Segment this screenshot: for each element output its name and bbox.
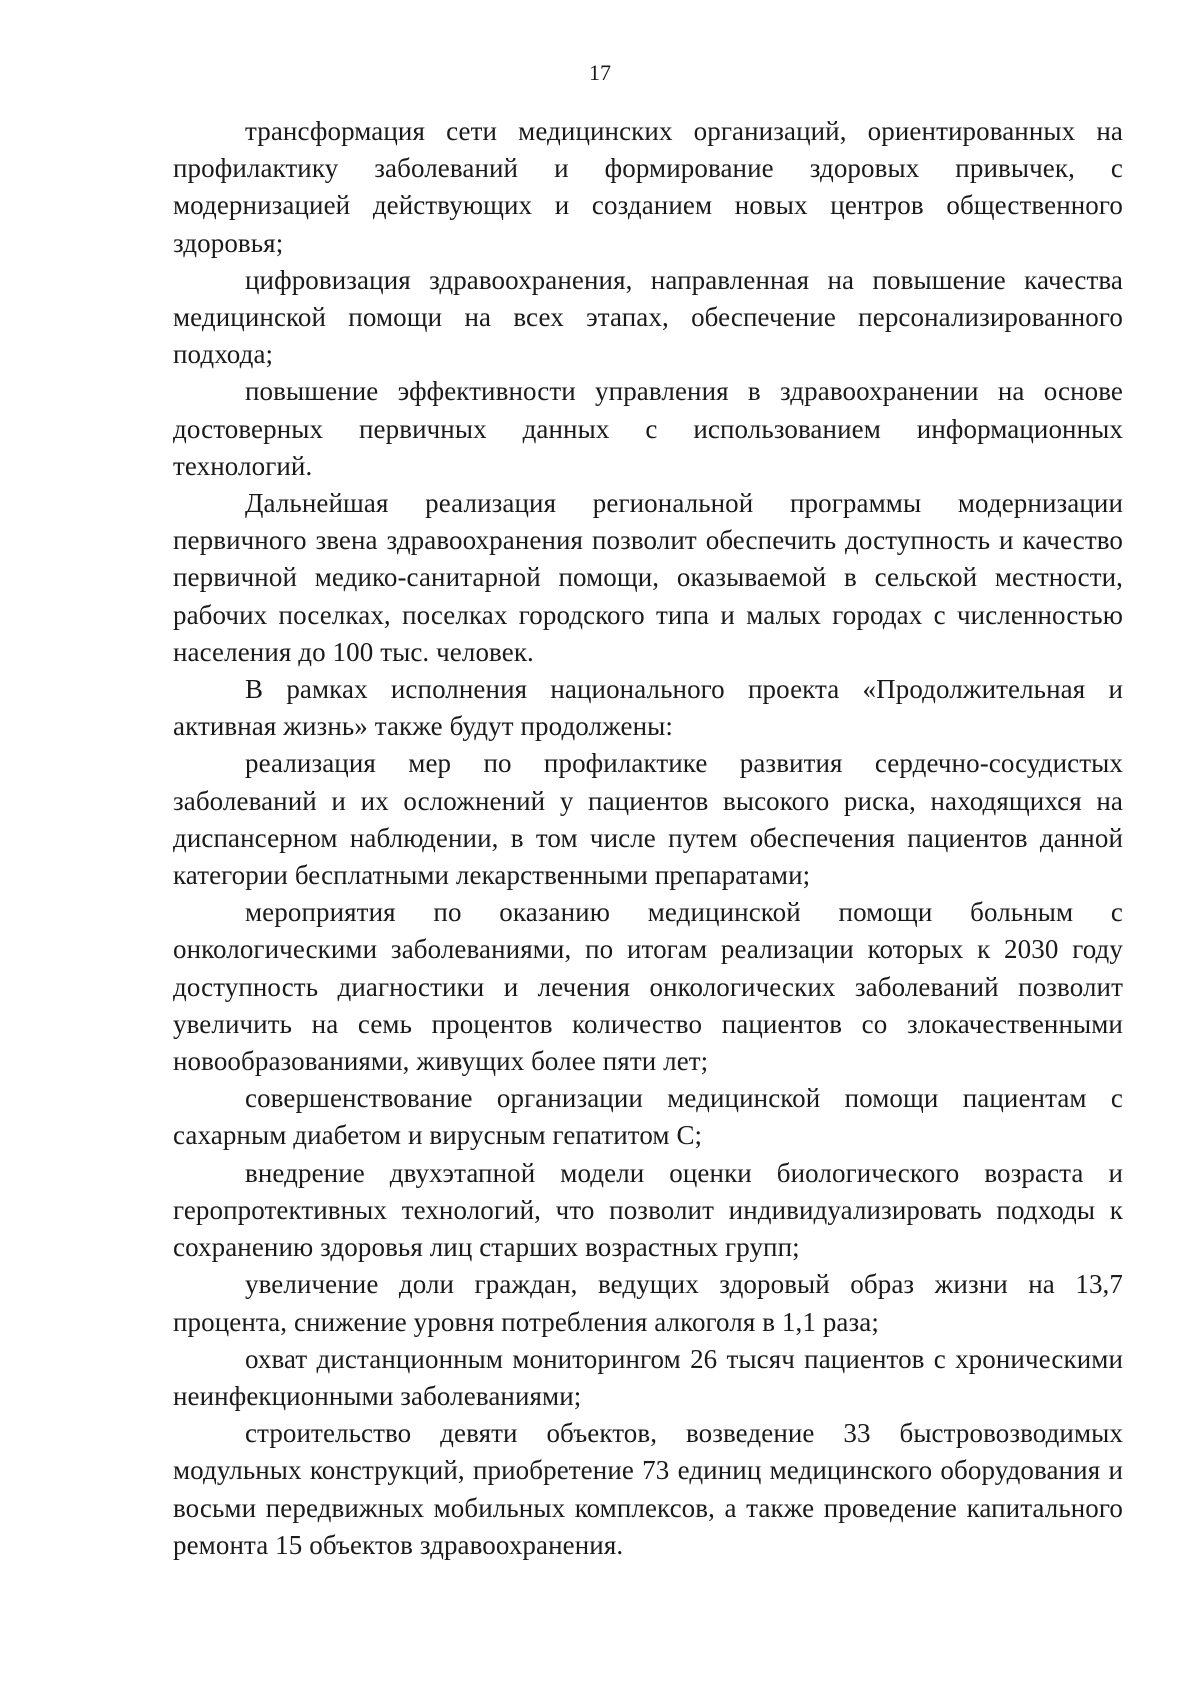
paragraph-national-project: В рамках исполнения национального проекта «Продолжительная и активная жизнь» также будут продолжены:	[173, 674, 1123, 742]
paragraph-network-transformation: трансформация сети медицинских организаций, ориентированных на профилактику заболеваний и формирование здоровых привычек, с модернизацией действующих и созданием новых центров общественного здоровья;	[173, 116, 1123, 258]
paragraph-oncology-care: мероприятия по оказанию медицинской помощи больным с онкологическими заболеваниями, по итогам реализации которых к 2030 году доступность диагностики и лечения онкологических заболеваний позволит увеличить на семь процентов количество пациентов со злокачественными новообразованиями, живущих более пяти лет;	[173, 897, 1123, 1077]
paragraph-cardiovascular-prevention: реализация мер по профилактике развития сердечно-сосудистых заболеваний и их осложнений у пациентов высокого риска, находящихся на диспансерном наблюдении, в том числе путем обеспечения пациентов данной категории бесплатными лекарственными препаратами;	[173, 748, 1123, 891]
paragraph-healthy-lifestyle: увеличение доли граждан, ведущих здоровый образ жизни на 13,7 процента, снижение уровня потребления алкоголя в 1,1 раза;	[173, 1269, 1123, 1337]
paragraph-construction-equipment: строительство девяти объектов, возведение 33 быстровозводимых модульных конструкций, приобретение 73 единиц медицинского оборудования и восьми передвижных мобильных комплексов, а также проведение капитального ремонта 15 объектов здравоохранения.	[173, 1418, 1123, 1560]
paragraph-remote-monitoring: охват дистанционным мониторингом 26 тысяч пациентов с хроническими неинфекционными заболеваниями;	[173, 1343, 1123, 1411]
paragraph-digitalization: цифровизация здравоохранения, направленная на повышение качества медицинской помощи на всех этапах, обеспечение персонализированного подхода;	[173, 264, 1123, 370]
page-number: 17	[589, 60, 611, 85]
paragraph-diabetes-hepatitis: совершенствование организации медицинской помощи пациентам с сахарным диабетом и вирусным гепатитом С;	[173, 1083, 1123, 1151]
paragraph-biological-age-model: внедрение двухэтапной модели оценки биологического возраста и геропротективных технологий, что позволит индивидуализировать подходы к сохранению здоровья лиц старших возрастных групп;	[173, 1157, 1123, 1263]
document-body	[173, 113, 1123, 1564]
paragraph-management-efficiency: повышение эффективности управления в здравоохранении на основе достоверных первичных данных с использованием информационных технологий.	[173, 376, 1123, 481]
paragraph-primary-care-modernization: Дальнейшая реализация региональной программы модернизации первичного звена здравоохранения позволит обеспечить доступность и качество первичной медико-санитарной помощи, оказываемой в сельской местности, рабочих поселках, поселках городского типа и малых городах с численностью населения до 100 тыс. человек.	[173, 488, 1123, 667]
